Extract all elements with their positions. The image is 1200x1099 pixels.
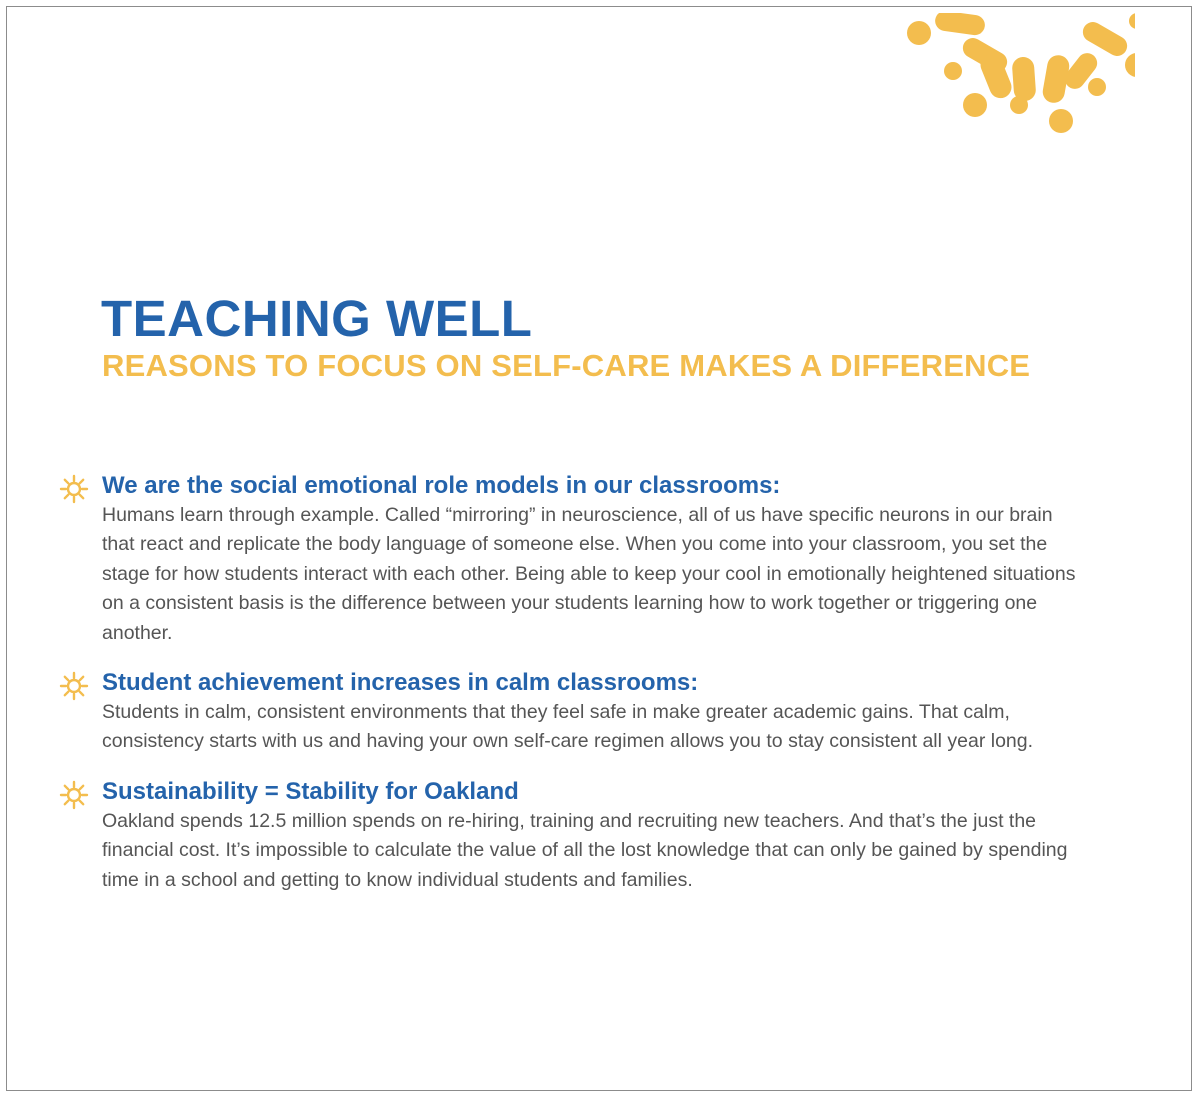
sections-list xyxy=(59,471,1079,915)
page-subtitle: REASONS TO FOCUS ON SELF-CARE MAKES A DIFFERENCE xyxy=(102,348,1031,383)
section-role-models xyxy=(59,471,1079,648)
sun-icon xyxy=(59,780,89,810)
sun-icon xyxy=(59,474,89,504)
sun-icon xyxy=(59,671,89,701)
section-heading: Sustainability = Stability for Oakland xyxy=(102,777,519,805)
sun-rays-icon xyxy=(875,13,1135,143)
section-heading: We are the social emotional role models in our classrooms: xyxy=(102,472,781,499)
page-title: TEACHING WELL xyxy=(101,290,533,347)
section-sustainability xyxy=(59,777,1079,895)
section-heading: Student achievement increases in calm classrooms: xyxy=(102,669,699,697)
section-student-achievement xyxy=(59,668,1079,757)
section-body: Students in calm, consistent environments that they feel safe in make greater academic gains. That calm, consistency starts with us and having your own self-care regimen allows you to stay consistent all year long. xyxy=(102,701,1034,753)
section-body: Oakland spends 12.5 million spends on re-hiring, training and recruiting new teachers. And that’s the just the financial cost. It’s impossible to calculate the value of all the lost knowledge that can only be gained by spending time in a school and getting to know individual students and families. xyxy=(102,809,1068,891)
section-body: Humans learn through example. Called “mirroring” in neuroscience, all of us have specific neurons in our brain that react and replicate the body language of someone else. When you come into your classroom, you set the stage for how students interact with each other. Being able to keep your cool in emotionally heightened situations on a consistent basis is the difference between your students learning how to work together or triggering one another. xyxy=(102,504,1076,644)
page-frame xyxy=(6,6,1192,1091)
